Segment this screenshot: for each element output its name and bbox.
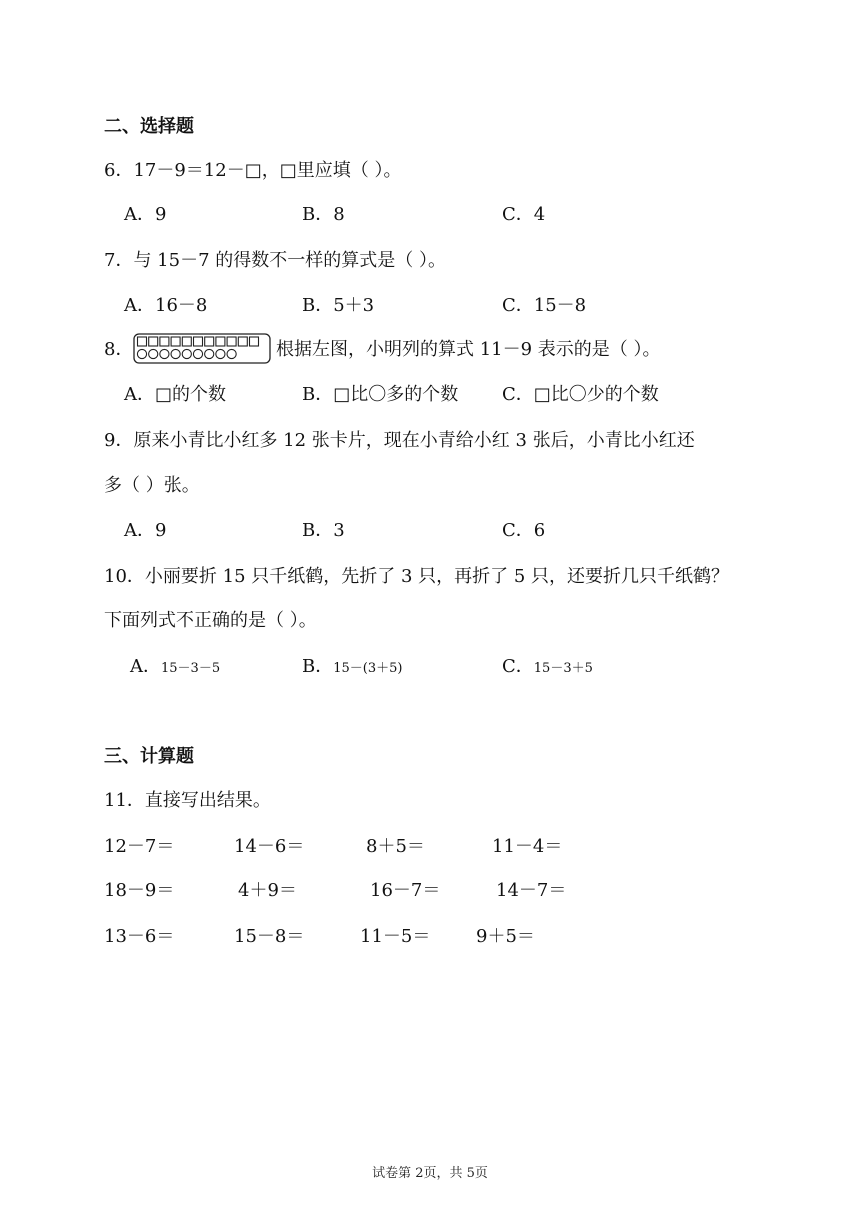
figure-circle bbox=[193, 349, 202, 358]
question-10-option-a-letter: A． bbox=[130, 656, 161, 677]
calc-item: 4＋9＝ bbox=[238, 880, 297, 901]
calc-item: 18－9＝ bbox=[104, 880, 175, 901]
question-6-option-c: C．4 bbox=[502, 204, 546, 225]
figure-square bbox=[182, 337, 191, 346]
question-8-option-a: A．□的个数 bbox=[124, 384, 227, 405]
figure-circle bbox=[182, 349, 191, 358]
section-heading-calc: 三、计算题 bbox=[104, 746, 194, 767]
question-11-stem: 11．直接写出结果。 bbox=[104, 790, 271, 811]
figure-square bbox=[205, 337, 214, 346]
page-footer: 试卷第 2页，共 5页 bbox=[372, 1166, 488, 1181]
figure-square bbox=[250, 337, 259, 346]
question-7-option-b: B．5＋3 bbox=[302, 295, 375, 316]
question-10-stem-line2: 下面列式不正确的是（ ）。 bbox=[104, 610, 317, 631]
figure-circle bbox=[171, 349, 180, 358]
calc-item: 14－7＝ bbox=[496, 880, 567, 901]
question-10-option-b-letter: B． bbox=[302, 656, 334, 677]
question-10-option-c-letter: C． bbox=[502, 656, 534, 677]
question-7-stem: 7．与 15－7 的得数不一样的算式是（ ）。 bbox=[104, 250, 446, 271]
question-9-option-c: C．6 bbox=[502, 520, 546, 541]
question-6-stem: 6．17－9＝12－□，□里应填（ ）。 bbox=[104, 160, 402, 181]
calc-item: 8＋5＝ bbox=[366, 836, 425, 857]
squares-circles-figure bbox=[133, 333, 271, 364]
figure-square bbox=[149, 337, 158, 346]
question-8-option-c: C．□比〇少的个数 bbox=[502, 384, 659, 405]
calc-item: 12－7＝ bbox=[104, 836, 175, 857]
figure-square bbox=[238, 337, 247, 346]
question-9-option-b: B．3 bbox=[302, 520, 345, 541]
question-9-option-a: A．9 bbox=[124, 520, 167, 541]
figure-square bbox=[227, 337, 236, 346]
calc-item: 16－7＝ bbox=[370, 880, 441, 901]
question-10-option-a bbox=[130, 654, 220, 682]
calc-item: 13－6＝ bbox=[104, 926, 175, 947]
calc-item: 15－8＝ bbox=[234, 926, 305, 947]
question-9-stem-line2: 多（ ）张。 bbox=[104, 475, 200, 496]
question-10-option-c-expr: 15－3＋5 bbox=[533, 661, 593, 676]
question-9-stem-line1: 9．原来小青比小红多 12 张卡片，现在小青给小红 3 张后，小青比小红还 bbox=[104, 430, 695, 451]
question-8-stem: 根据左图，小明列的算式 11－9 表示的是（ ）。 bbox=[276, 339, 661, 360]
calc-item: 14－6＝ bbox=[234, 836, 305, 857]
figure-circle bbox=[205, 349, 214, 358]
question-10-option-c bbox=[502, 654, 593, 682]
figure-square bbox=[171, 337, 180, 346]
question-8-option-b: B．□比〇多的个数 bbox=[302, 384, 459, 405]
question-6-option-b: B．8 bbox=[302, 204, 345, 225]
calc-item: 11－4＝ bbox=[492, 836, 563, 857]
figure-circle bbox=[216, 349, 225, 358]
question-6-option-a: A．9 bbox=[124, 204, 167, 225]
figure-square bbox=[160, 337, 169, 346]
question-10-option-b-expr: 15－(3＋5) bbox=[333, 661, 403, 676]
question-7-option-c: C．15－8 bbox=[502, 295, 587, 316]
calc-item: 9＋5＝ bbox=[476, 926, 535, 947]
figure-circle bbox=[137, 349, 146, 358]
section-heading-choice: 二、选择题 bbox=[104, 116, 194, 137]
figure-square bbox=[194, 337, 203, 346]
figure-square bbox=[216, 337, 225, 346]
figure-circle bbox=[149, 349, 158, 358]
figure-square bbox=[138, 337, 147, 346]
figure-circle bbox=[227, 349, 236, 358]
question-10-stem-line1: 10．小丽要折 15 只千纸鹤，先折了 3 只，再折了 5 只，还要折几只千纸鹤？ bbox=[104, 566, 730, 587]
calc-item: 11－5＝ bbox=[360, 926, 431, 947]
question-10-option-b bbox=[302, 654, 402, 682]
question-8-number: 8． bbox=[104, 339, 134, 360]
question-10-option-a-expr: 15－3－5 bbox=[161, 661, 221, 676]
question-7-option-a: A．16－8 bbox=[124, 295, 208, 316]
figure-circle bbox=[160, 349, 169, 358]
